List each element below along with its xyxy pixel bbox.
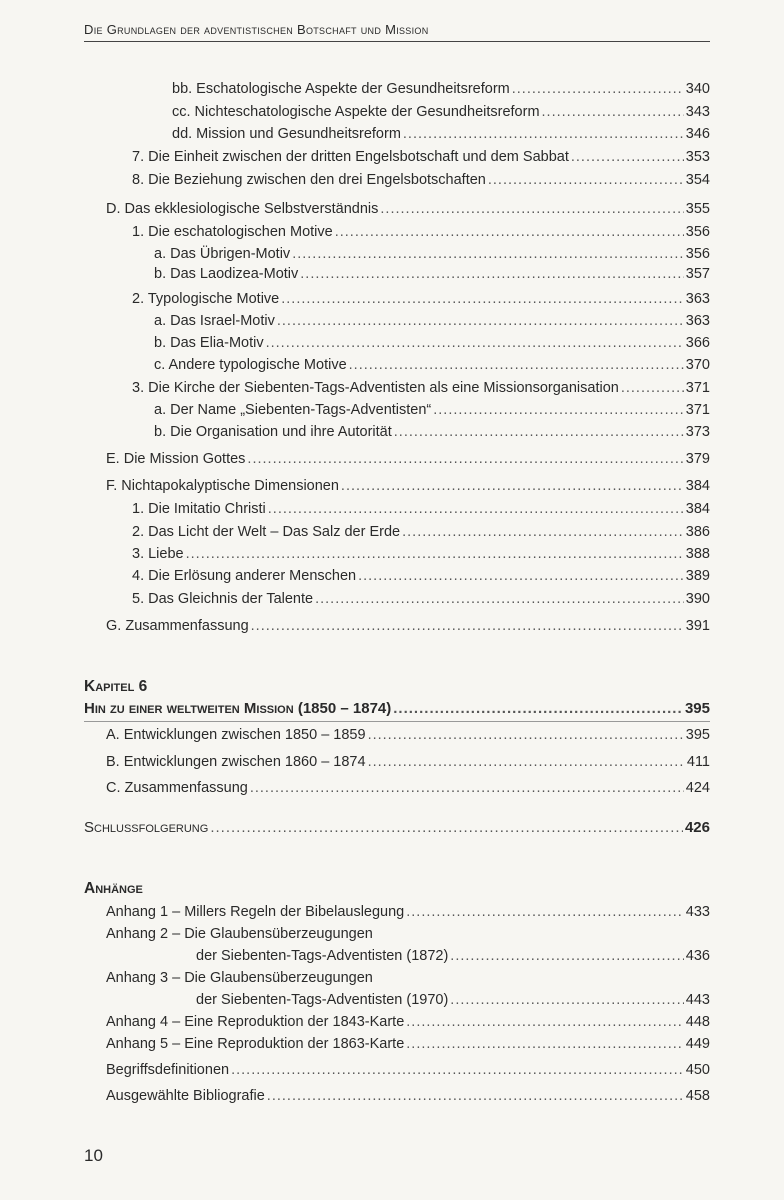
toc-entry-label: F. Nichtapokalyptische Dimensionen [106,478,339,494]
toc-entry-page: 391 [685,618,710,634]
leader-dots [512,78,684,100]
toc-entry-page: 395 [684,700,710,717]
toc-entry-label: b. Das Elia-Motiv [154,335,264,351]
toc-entry[interactable] [196,945,710,967]
leader-dots [368,751,685,773]
toc-entry-label: 5. Das Gleichnis der Talente [132,591,314,607]
toc-entry-page: 384 [685,478,710,494]
toc-entry-page: 353 [685,149,710,165]
chapter-heading: Kapitel 6 [84,678,148,695]
leader-dots [380,198,683,220]
toc-entry[interactable] [132,288,710,310]
toc-entry[interactable] [106,448,710,470]
toc-entry[interactable] [132,221,710,243]
toc-entry-label: B. Entwicklungen zwischen 1860 – 1874 [106,754,366,770]
toc-entry[interactable] [106,1085,710,1107]
leader-dots [251,615,684,637]
toc-entry-page: 357 [685,266,710,282]
toc-entry[interactable] [196,989,710,1011]
divider [84,721,710,722]
toc-entry-page: 389 [685,568,710,584]
leader-dots [542,101,684,123]
toc-entry-page: 356 [685,224,710,240]
leader-dots [450,945,684,967]
leader-dots [358,565,684,587]
toc-entry[interactable] [132,588,710,610]
leader-dots [335,221,684,243]
toc-entry-page: 424 [685,780,710,796]
leader-dots [394,421,684,443]
toc-entry-page: 433 [685,904,710,920]
leader-dots [292,243,684,265]
toc-entry[interactable] [154,243,710,265]
running-header: Die Grundlagen der adventistischen Botschaft und Mission [84,22,710,42]
toc-entry-label: c. Andere typologische Motive [154,357,347,373]
leader-dots [267,1085,684,1107]
toc-entry[interactable] [106,198,710,220]
toc-entry-label: A. Entwicklungen zwischen 1850 – 1859 [106,727,366,743]
toc-entry-label: 4. Die Erlösung anderer Menschen [132,568,357,584]
leader-dots [315,588,684,610]
toc-entry-label: 3. Die Kirche der Siebenten-Tags-Adventisten als eine Missionsorganisation [132,380,619,396]
toc-entry-label: a. Der Name „Siebenten-Tags-Adventisten“ [154,402,432,418]
toc-entry-label: E. Die Mission Gottes [106,451,246,467]
toc-entry-page: 426 [684,819,710,836]
toc-entry[interactable] [106,777,710,799]
leader-dots [250,777,684,799]
toc-entry-label: 2. Das Licht der Welt – Das Salz der Erde [132,524,401,540]
toc-entry-page: 373 [685,424,710,440]
toc-entry[interactable] [106,1059,710,1081]
leader-dots [368,724,684,746]
toc-entry-label: der Siebenten-Tags-Adventisten (1872) [196,948,449,964]
toc-entry[interactable] [172,78,710,100]
toc-entry-page: 354 [685,172,710,188]
leader-dots [406,901,684,923]
toc-entry-page: 363 [685,291,710,307]
toc-entry-page: 340 [685,81,710,97]
toc-entry[interactable] [132,146,710,168]
leader-dots [488,169,684,191]
toc-entry-page: 436 [685,948,710,964]
leader-dots [403,123,684,145]
leader-dots [433,399,684,421]
toc-entry-conclusion[interactable] [84,817,710,839]
toc-entry-page: 370 [685,357,710,373]
chapter-title: Hin zu einer weltweiten Mission (1850 – 1874) [84,700,392,717]
toc-entry-label: a. Das Israel-Motiv [154,313,275,329]
chapter-title-entry[interactable] [84,698,710,720]
toc-entry-label: 1. Die eschatologischen Motive [132,224,333,240]
leader-dots [300,263,684,285]
toc-entry-label: 1. Die Imitatio Christi [132,501,266,517]
leader-dots [266,332,684,354]
toc-entry-label: 2. Typologische Motive [132,291,280,307]
toc-entry-page: 363 [685,313,710,329]
page-number: 10 [84,1146,103,1165]
toc-entry-label: D. Das ekklesiologische Selbstverständnis [106,201,379,217]
toc-entry-label: Anhang 4 – Eine Reproduktion der 1843-Karte [106,1014,405,1030]
toc-entry[interactable] [132,521,710,543]
toc-entry[interactable] [132,498,710,520]
toc-entry[interactable] [154,399,710,421]
toc-entry[interactable] [106,475,710,497]
toc-entry-page: 356 [685,246,710,262]
leader-dots [231,1059,684,1081]
toc-entry-page: 371 [685,380,710,396]
leader-dots [571,146,684,168]
toc-entry-page: 449 [685,1036,710,1052]
leader-dots [402,521,684,543]
toc-entry-label: a. Das Übrigen-Motiv [154,246,291,262]
toc-entry-label: C. Zusammenfassung [106,780,248,796]
toc-entry-page: 384 [685,501,710,517]
toc-entry-label: b. Das Laodizea-Motiv [154,266,299,282]
toc-entry-page: 379 [685,451,710,467]
toc-entry-page: 450 [685,1062,710,1078]
leader-dots [393,698,683,720]
toc-entry[interactable] [106,1011,710,1033]
toc-entry-label: Anhang 1 – Millers Regeln der Bibelauslegung [106,904,405,920]
toc-entry-page: 395 [685,727,710,743]
leader-dots [210,817,683,839]
leader-dots [621,377,684,399]
toc-entry-label: bb. Eschatologische Aspekte der Gesundheitsreform [172,81,510,97]
appendix-heading: Anhänge [84,880,143,897]
toc-entry[interactable] [106,901,710,923]
toc-entry[interactable] [132,169,710,191]
leader-dots [341,475,684,497]
toc-entry-page: 390 [685,591,710,607]
toc-entry-label: 7. Die Einheit zwischen der dritten Engelsbotschaft und dem Sabbat [132,149,569,165]
toc-entry[interactable] [172,123,710,145]
toc-entry-label: Begriffsdefinitionen [106,1062,230,1078]
toc-entry[interactable] [172,101,710,123]
leader-dots [406,1033,684,1055]
toc-entry[interactable] [154,263,710,285]
toc-entry[interactable] [154,310,710,332]
toc-entry[interactable] [106,751,710,773]
leader-dots [450,989,684,1011]
leader-dots [281,288,684,310]
toc-entry[interactable] [132,565,710,587]
toc-entry-label: G. Zusammenfassung [106,618,249,634]
toc-entry-label-line: Anhang 2 – Die Glaubensüberzeugungen [106,926,373,942]
leader-dots [406,1011,684,1033]
toc-entry-label: Schlussfolgerung [84,819,209,836]
toc-entry-label: dd. Mission und Gesundheitsreform [172,126,401,142]
toc-entry-page: 411 [686,754,710,770]
leader-dots [277,310,684,332]
toc-entry-label: Anhang 5 – Eine Reproduktion der 1863-Karte [106,1036,405,1052]
toc-entry-page: 388 [685,546,710,562]
leader-dots [349,354,684,376]
toc-entry-page: 443 [685,992,710,1008]
toc-entry-page: 371 [685,402,710,418]
toc-entry-page: 448 [685,1014,710,1030]
leader-dots [247,448,683,470]
toc-entry[interactable] [106,615,710,637]
toc-entry-label-line: Anhang 3 – Die Glaubensüberzeugungen [106,970,373,986]
toc-entry-label: b. Die Organisation und ihre Autorität [154,424,392,440]
toc-entry-page: 386 [685,524,710,540]
toc-entry-page: 458 [685,1088,710,1104]
toc-entry-label: cc. Nichteschatologische Aspekte der Gesundheitsreform [172,104,540,120]
toc-entry[interactable] [154,421,710,443]
leader-dots [186,543,684,565]
toc-entry[interactable] [106,724,710,746]
toc-entry-label: 8. Die Beziehung zwischen den drei Engelsbotschaften [132,172,486,188]
toc-entry[interactable] [132,377,710,399]
toc-entry[interactable] [132,543,710,565]
toc-entry-page: 355 [685,201,710,217]
toc-entry-page: 366 [685,335,710,351]
toc-entry-label: 3. Liebe [132,546,184,562]
toc-entry[interactable] [106,1033,710,1055]
leader-dots [268,498,684,520]
toc-entry[interactable] [154,354,710,376]
toc-entry-label: der Siebenten-Tags-Adventisten (1970) [196,992,449,1008]
toc-entry-label: Ausgewählte Bibliografie [106,1088,265,1104]
toc-entry[interactable] [154,332,710,354]
toc-entry-page: 343 [685,104,710,120]
toc-entry-page: 346 [685,126,710,142]
